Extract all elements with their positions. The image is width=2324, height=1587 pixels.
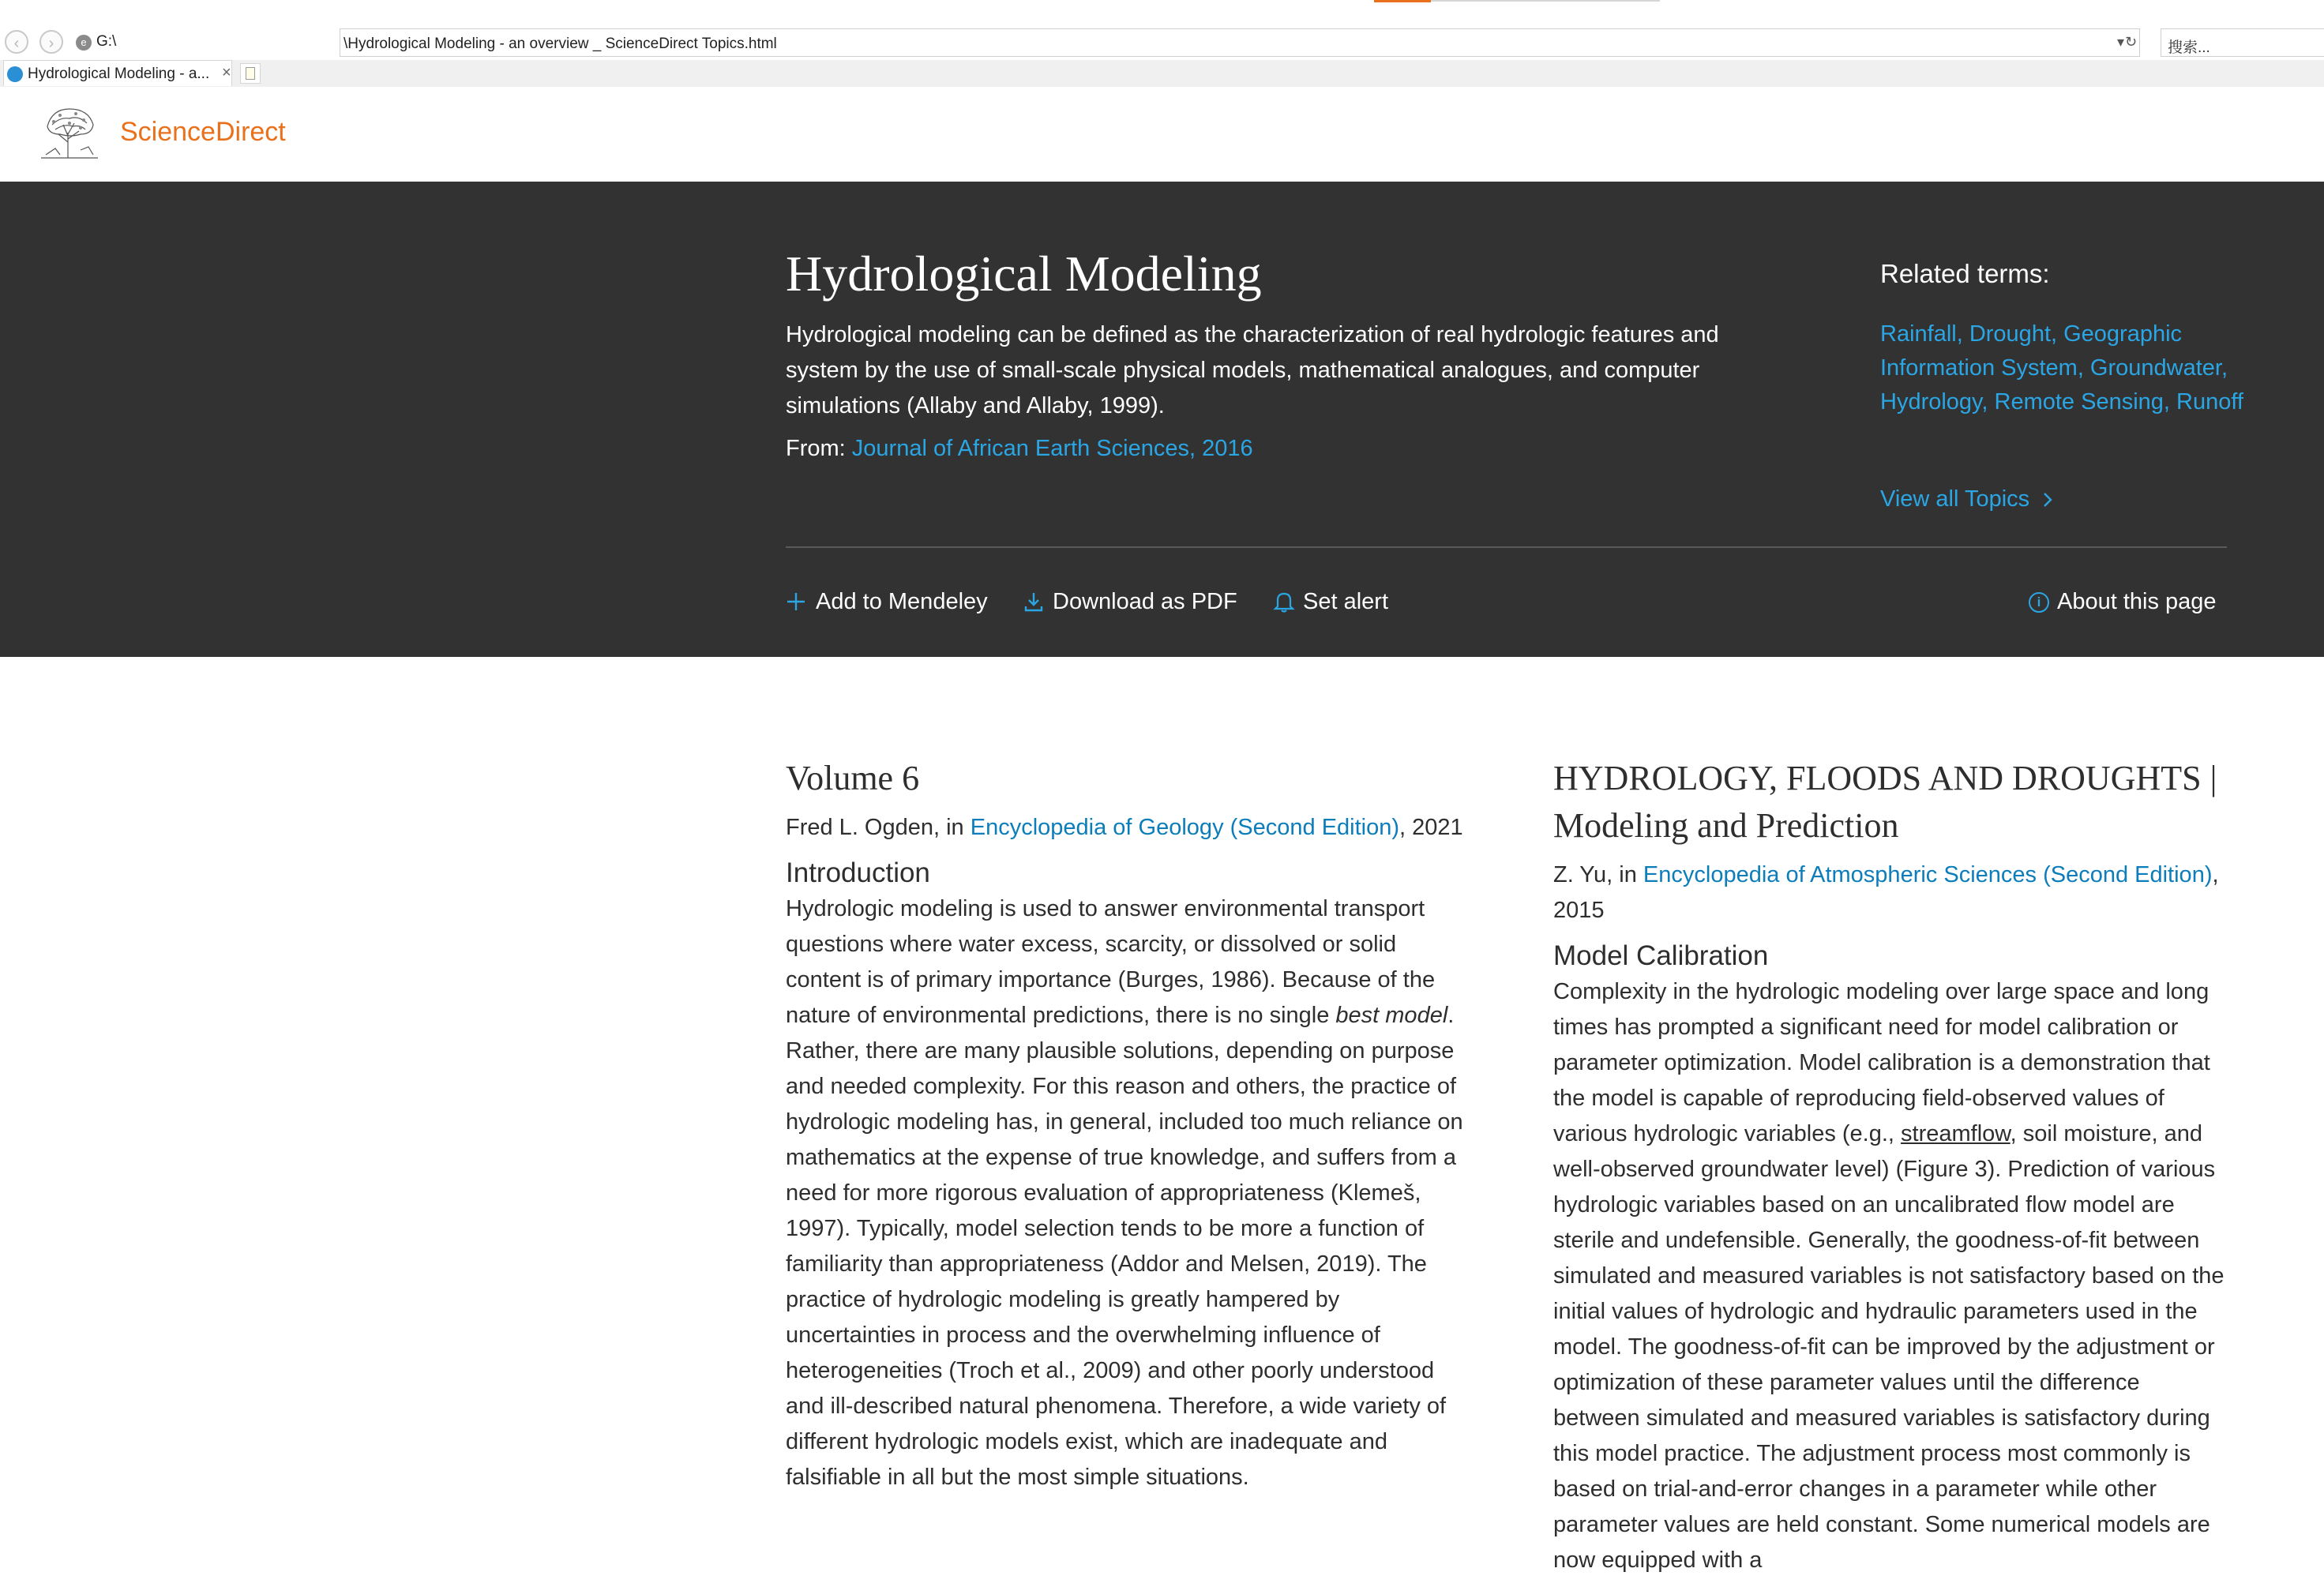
browser-chrome <box>0 0 2324 87</box>
related-terms-list[interactable]: Rainfall, Drought, Geographic Information System, Groundwater, Hydrology, Remote Sensing, Runoff <box>1880 321 2243 415</box>
new-tab-button[interactable] <box>240 63 261 84</box>
excerpt-text-part: Hydrologic modeling is used to answer environmental transport questions where water excess, scarcity, or dissolved or solid content is of primary importance (Burges, 1986). Because of the nature of environmental predictions, there is no single <box>786 896 1436 1028</box>
download-icon <box>1023 591 1045 613</box>
about-this-page-label: About this page <box>2057 589 2217 614</box>
window-accent-bar <box>1374 0 1431 2</box>
topic-banner <box>0 182 2324 657</box>
window-accent-line <box>1431 0 1660 2</box>
article-author: Z. Yu, in <box>1553 862 1643 887</box>
drive-label: G:\ <box>96 33 117 50</box>
address-text[interactable]: \Hydrological Modeling - an overview _ ScienceDirect Topics.html <box>344 36 777 52</box>
view-all-topics-link[interactable] <box>1880 486 2055 512</box>
from-label: From: <box>786 436 846 461</box>
article-byline <box>786 810 1465 846</box>
article-card-volume-6 <box>786 755 1465 1495</box>
new-tab-icon <box>246 67 255 80</box>
browser-search-box[interactable] <box>2161 28 2324 57</box>
back-button[interactable] <box>5 30 28 54</box>
set-alert-button[interactable] <box>1273 589 1388 615</box>
page-title: Hydrological Modeling <box>786 246 1262 302</box>
browser-nav-bar <box>0 27 2324 61</box>
browser-tab-strip <box>0 60 2324 88</box>
download-pdf-button[interactable] <box>1023 589 1237 615</box>
banner-divider <box>786 546 2227 548</box>
address-dropdown-icon[interactable]: ▾ <box>2117 34 2125 50</box>
brand-name[interactable]: ScienceDirect <box>120 117 286 147</box>
chevron-right-icon <box>2041 491 2055 508</box>
add-to-mendeley-button[interactable] <box>786 589 988 615</box>
set-alert-label: Set alert <box>1303 589 1388 614</box>
download-pdf-label: Download as PDF <box>1053 589 1237 614</box>
address-bar[interactable] <box>340 28 2140 57</box>
tab-title[interactable]: Hydrological Modeling - a... <box>28 66 210 82</box>
tab-favicon-icon <box>7 66 23 82</box>
topic-source <box>786 436 1253 462</box>
refresh-icon[interactable]: ↻ <box>2125 34 2138 50</box>
article-title[interactable]: HYDROLOGY, FLOODS AND DROUGHTS | Modeling and Prediction <box>1553 759 2217 845</box>
article-year: , 2021 <box>1399 815 1463 840</box>
article-source-link[interactable]: Encyclopedia of Atmospheric Sciences (Second Edition) <box>1643 862 2213 887</box>
excerpt-text-part: Complexity in the hydrologic modeling over large space and long times has prompted a significant need for model calibration or parameter optimization. Model calibration is a demonstration that the model is capable of reproducing field-observed values of various hydrologic variables (e.g., <box>1553 979 2210 1146</box>
about-this-page-link[interactable] <box>2029 589 2217 615</box>
bell-icon <box>1273 590 1295 613</box>
view-all-topics-label: View all Topics <box>1880 486 2030 512</box>
site-header <box>0 87 2324 182</box>
streamflow-link[interactable]: streamflow <box>1901 1121 2011 1146</box>
article-title[interactable]: Volume 6 <box>786 759 920 797</box>
elsevier-tree-logo-icon[interactable] <box>36 103 103 159</box>
forward-icon: › <box>48 35 54 52</box>
article-section-heading: Introduction <box>786 857 930 888</box>
browser-tab[interactable] <box>3 60 232 86</box>
plus-icon <box>786 591 806 612</box>
excerpt-text-part: . Rather, there are many plausible solutions, depending on purpose and needed complexity. For this reason and others, the practice of hydrologic modeling has, in general, included too much reliance on mathematics at the expense of true knowledge, and suffers from a need for more rigorous evaluation of appropriateness (Klemeš, 1997). Typically, model selection tends to be more a function of familiarity than appropriateness (Addor and Melsen, 2019). The practice of hydrologic modeling is greatly hampered by uncertainties in process and the overwhelming influence of heterogeneities (Troch et al., 2009) and other poorly understood and ill-described natural phenomena. Therefore, a wide variety of different hydrologic models exist, which are inadequate and falsifiable in all but the most simple situations. <box>786 1003 1463 1490</box>
back-icon: ‹ <box>13 35 20 52</box>
article-source-link[interactable]: Encyclopedia of Geology (Second Edition) <box>970 815 1400 840</box>
add-to-mendeley-label: Add to Mendeley <box>816 589 988 614</box>
article-section-heading: Model Calibration <box>1553 940 1769 971</box>
article-author: Fred L. Ogden, in <box>786 815 971 840</box>
tab-close-icon[interactable]: × <box>222 64 231 81</box>
site-identity-icon[interactable]: e <box>76 35 92 51</box>
excerpt-text-part: , soil moisture, and well-observed groundwater level) (Figure 3). Prediction of various hydrologic variables based on an uncalibrated flow model are sterile and undefensible. Generally, the goodness-of-fit between simulated and measured variables is not satisfactory based on the initial values of hydrologic and hydraulic parameters used in the model. The goodness-of-fit can be improved by the adjustment or optimization of these parameter values until the difference between simulated and measured variables is satisfactory during this model practice. The adjustment process most commonly is based on trial-and-error changes in a parameter while other parameter values are held constant. Some numerical models are now equipped with a <box>1553 1121 2225 1573</box>
source-journal-link[interactable]: Journal of African Earth Sciences, 2016 <box>851 436 1253 461</box>
article-year: , 2015 <box>1553 862 2219 923</box>
search-placeholder[interactable]: 搜索... <box>2168 39 2210 56</box>
info-icon: i <box>2029 592 2049 613</box>
article-excerpt <box>1553 974 2232 1578</box>
topic-definition: Hydrological modeling can be defined as the characterization of real hydrologic features and system by the use of small-scale physical models, mathematical analogues, and computer simulations (Allaby and Allaby, 1999). <box>786 322 1719 418</box>
article-byline <box>1553 857 2232 929</box>
article-card-hydrology-floods <box>1553 755 2232 1578</box>
related-terms-heading: Related terms: <box>1880 259 2050 288</box>
excerpt-emphasis: best model <box>1335 1003 1448 1028</box>
article-excerpt <box>786 891 1465 1495</box>
forward-button[interactable] <box>39 30 63 54</box>
